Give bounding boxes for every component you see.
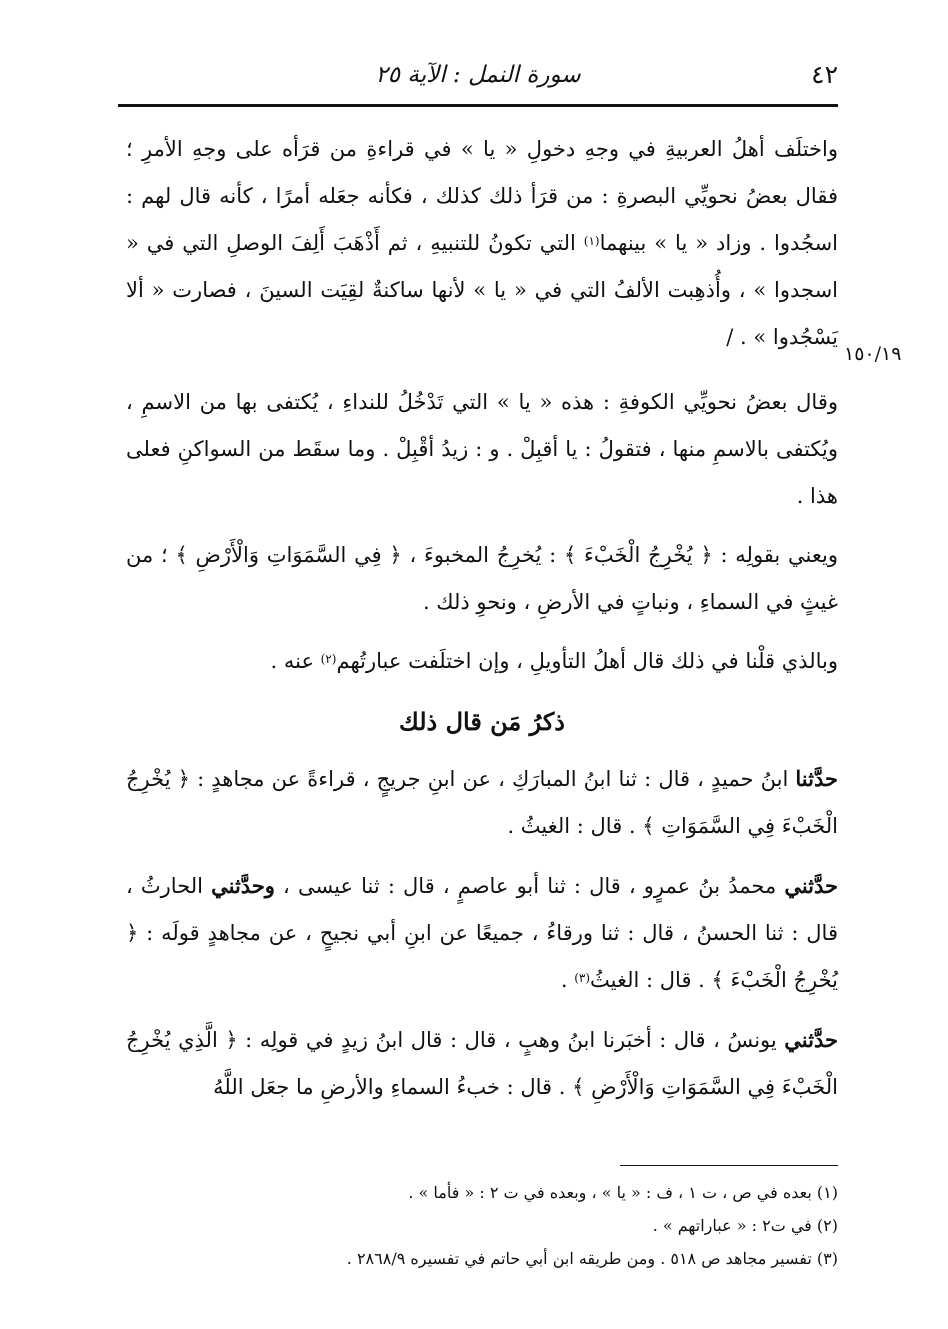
footnote-1: (١) بعده في ص ، ت ١ ، ف : « يا » ، وبعده في ت ٢ : « فأما » . [408,1183,838,1202]
margin-volume-page-reference: ١٥٠/١٩ [844,343,902,365]
paragraph-4 [126,638,838,685]
paragraph-text: التي تكونُ للتنبيهِ ، ثم أَذْهَبَ أَلِفَ الوصلِ التي في « اسجدوا » ، وأُذهِبت الألفُ التي في « يا » لأنها ساكنةٌ لقِيَت السينَ ، فصارت « ألا يَسْجُدوا » . / [126,231,838,349]
page-number: ٤٢ [811,60,838,89]
footnote-marker: (١) [583,234,600,248]
footnote-marker: (٣) [574,971,591,985]
paragraph-text: واختلَف أهلُ العربيةِ في وجهِ دخولِ « يا » في قراءةِ من قرَأه على وجهِ الأمرِ ؛ فقال بعضُ نحويِّي البصرةِ : من قرَأ ذلك كذلك ، فكأنه جعَله أمرًا ، كأنه قال لهم : اسجُدوا . وزاد « يا » بينهما [126,137,839,255]
footnote-2: (٢) في ت٢ : « عباراتهم » . [652,1216,838,1235]
footnote-marker: (٢) [320,652,337,666]
report-1 [126,755,838,850]
main-text [126,126,838,1111]
report-text: محمدُ بنُ عمرٍو ، قال : ثنا أبو عاصمٍ ، قال : ثنا عيسى ، [274,874,785,898]
report-text: الحارثُ ، قال : ثنا الحسنُ ، قال : ثنا ورقاءُ ، جميعًا عن ابنِ أبي نجيحٍ ، عن مجاهدٍ قولَه : ﴿ يُخْرِجُ الْخَبْءَ ﴾ . قال : الغيثُ [126,874,838,992]
narration-lead: وحدَّثني [211,873,275,898]
report-2 [126,862,838,1004]
paragraph-2 [126,379,838,520]
section-heading: ذكرُ مَن قال ذلك [399,707,565,736]
narration-lead: حدَّثني [784,1027,838,1052]
narration-lead: حدَّثني [784,873,839,898]
paragraph-1 [126,126,838,361]
paragraph-text: عنه . [270,649,321,673]
narration-lead: حدَّثنا [795,766,838,791]
running-title: سورة النمل : الآية ٢٥ [375,62,581,88]
paragraph-text: وبالذي قلْنا في ذلك قال أهلُ التأويلِ ، وإن اختلَفت عبارتُهم [336,649,838,673]
paragraph-text: وقال بعضُ نحويِّي الكوفةِ : هذه « يا » التي تَدْخُلُ للنداءِ ، يُكتفى بها من الاسمِ ، ويُكتفى بالاسمِ منها ، فتقولُ : يا أقبِلْ . و : زيدُ أقْبِلْ . وما سقَط من السواكنِ فعلى هذا . [126,390,838,508]
paragraph-text: ويعني بقولِه : ﴿ يُخْرِجُ الْخَبْءَ ﴾ : يُخرِجُ المخبوءَ ، ﴿ فِي السَّمَوَاتِ وَالْأَرْضِ ﴾ ؛ من غيثٍ في السماءِ ، ونباتٍ في الأرضِ ، ونحوِ ذلك . [126,543,838,614]
report-3 [126,1016,838,1111]
footnote-3: (٣) تفسير مجاهد ص ٥١٨ . ومن طريقه ابن أبي حاتم في تفسيره ٢٨٦٨/٩ . [346,1249,838,1268]
paragraph-3 [126,532,838,626]
footnotes [126,1176,838,1275]
report-text: . [560,968,575,992]
footnote-rule [620,1165,838,1166]
report-text: يونسُ ، قال : أخبَرنا ابنُ وهبٍ ، قال : قال ابنُ زيدٍ في قولِه : ﴿ الَّذِي يُخْرِجُ الْخَبْءَ فِي السَّمَوَاتِ وَالْأَرْضِ ﴾ . قال : خبءُ السماءِ والأرضِ ما جعَل اللَّهُ [126,1028,838,1099]
header-rule [118,104,838,107]
page-header [118,58,838,102]
report-text: ابنُ حميدٍ ، قال : ثنا ابنُ المبارَكِ ، عن ابنِ جريجٍ ، قراءةً عن مجاهدٍ : ﴿ يُخْرِجُ الْخَبْءَ فِي السَّمَوَاتِ ﴾ . قال : الغيثُ . [126,767,838,838]
